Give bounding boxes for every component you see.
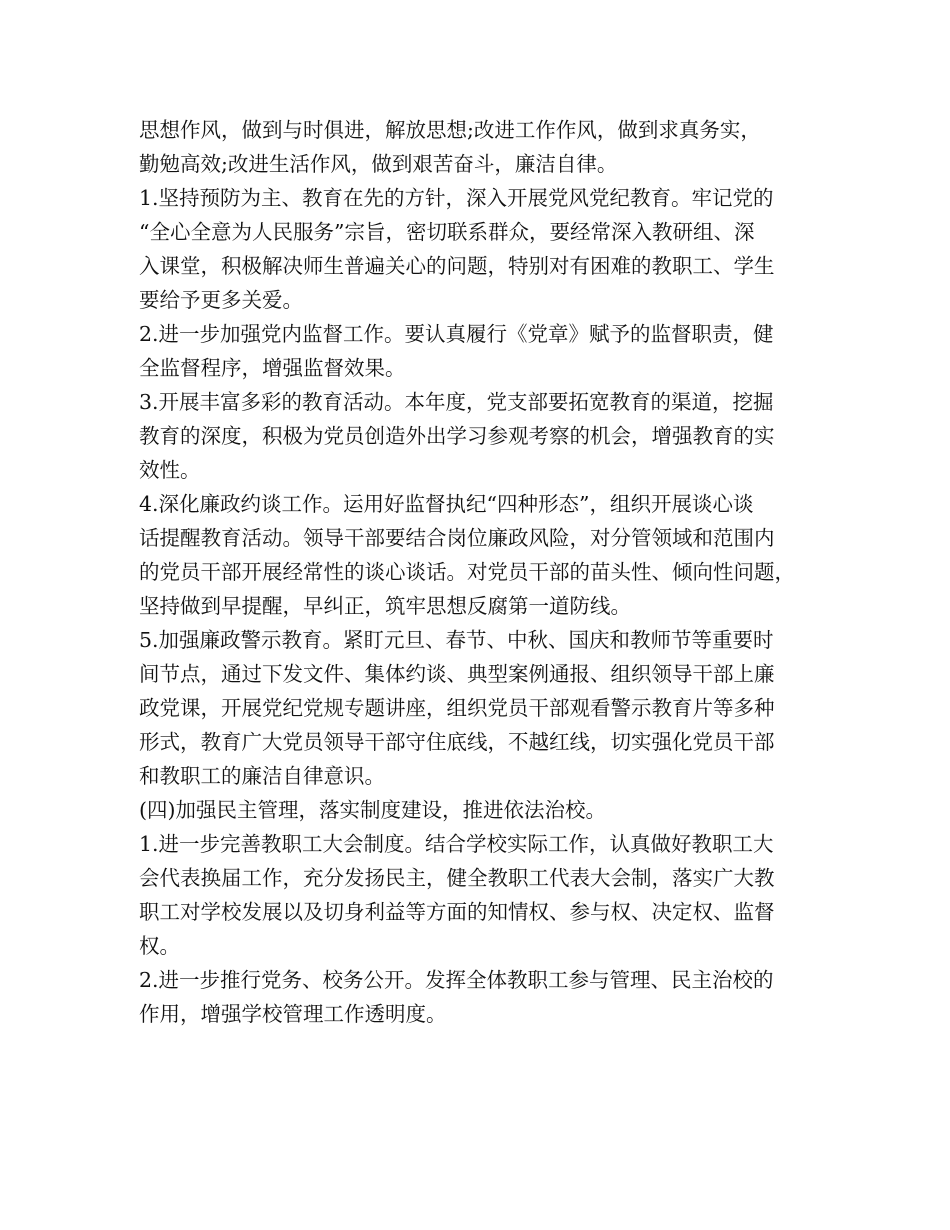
text-line: “全心全意为人民服务”宗旨，密切联系群众，要经常深入教研组、深 [139, 220, 755, 244]
text-line: 形式，教育广大党员领导干部守住底线，不越红线，切实强化党员干部 [139, 730, 775, 754]
text-line: 政党课，开展党纪党规专题讲座，组织党员干部观看警示教育片等多种 [139, 696, 775, 720]
text-line: 4.深化廉政约谈工作。运用好监督执纪“四种形态”，组织开展谈心谈 [139, 492, 754, 516]
text-line: 和教职工的廉洁自律意识。 [139, 764, 385, 788]
text-line: 2.进一步推行党务、校务公开。发挥全体教职工参与管理、民主治校的 [139, 968, 774, 992]
text-line: 的党员干部开展经常性的谈心谈话。对党员干部的苗头性、倾向性问题， [139, 560, 795, 584]
text-line: 坚持做到早提醒，早纠正，筑牢思想反腐第一道防线。 [139, 594, 631, 618]
text-line: 职工对学校发展以及切身利益等方面的知情权、参与权、决定权、监督 [139, 900, 775, 924]
text-line: 作用，增强学校管理工作透明度。 [139, 1002, 447, 1026]
text-line: 5.加强廉政警示教育。紧盯元旦、春节、中秋、国庆和教师节等重要时 [139, 628, 774, 652]
text-line: 1.坚持预防为主、教育在先的方针，深入开展党风党纪教育。牢记党的 [139, 186, 774, 210]
text-line: 思想作风，做到与时俱进，解放思想;改进工作作风，做到求真务实， [139, 118, 761, 142]
document-body [139, 113, 829, 1031]
text-line: 话提醒教育活动。领导干部要结合岗位廉政风险，对分管领域和范围内 [139, 526, 775, 550]
text-line: 教育的深度，积极为党员创造外出学习参观考察的机会，增强教育的实 [139, 424, 775, 448]
text-line: 勤勉高效;改进生活作风，做到艰苦奋斗，廉洁自律。 [139, 152, 618, 176]
section-heading: (四)加强民主管理，落实制度建设，推进依法治校。 [139, 798, 606, 822]
text-line: 会代表换届工作，充分发扬民主，健全教职工代表大会制，落实广大教 [139, 866, 775, 890]
text-line: 要给予更多关爱。 [139, 288, 303, 312]
text-line: 1.进一步完善教职工大会制度。结合学校实际工作，认真做好教职工大 [139, 832, 774, 856]
text-line: 间节点，通过下发文件、集体约谈、典型案例通报、组织领导干部上廉 [139, 662, 775, 686]
text-line: 全监督程序，增强监督效果。 [139, 356, 406, 380]
text-line: 2.进一步加强党内监督工作。要认真履行《党章》赋予的监督职责，健 [139, 322, 774, 346]
text-line: 权。 [139, 934, 180, 958]
text-line: 入课堂，积极解决师生普遍关心的问题，特别对有困难的教职工、学生 [139, 254, 775, 278]
text-line: 3.开展丰富多彩的教育活动。本年度，党支部要拓宽教育的渠道，挖掘 [139, 390, 774, 414]
text-line: 效性。 [139, 458, 201, 482]
